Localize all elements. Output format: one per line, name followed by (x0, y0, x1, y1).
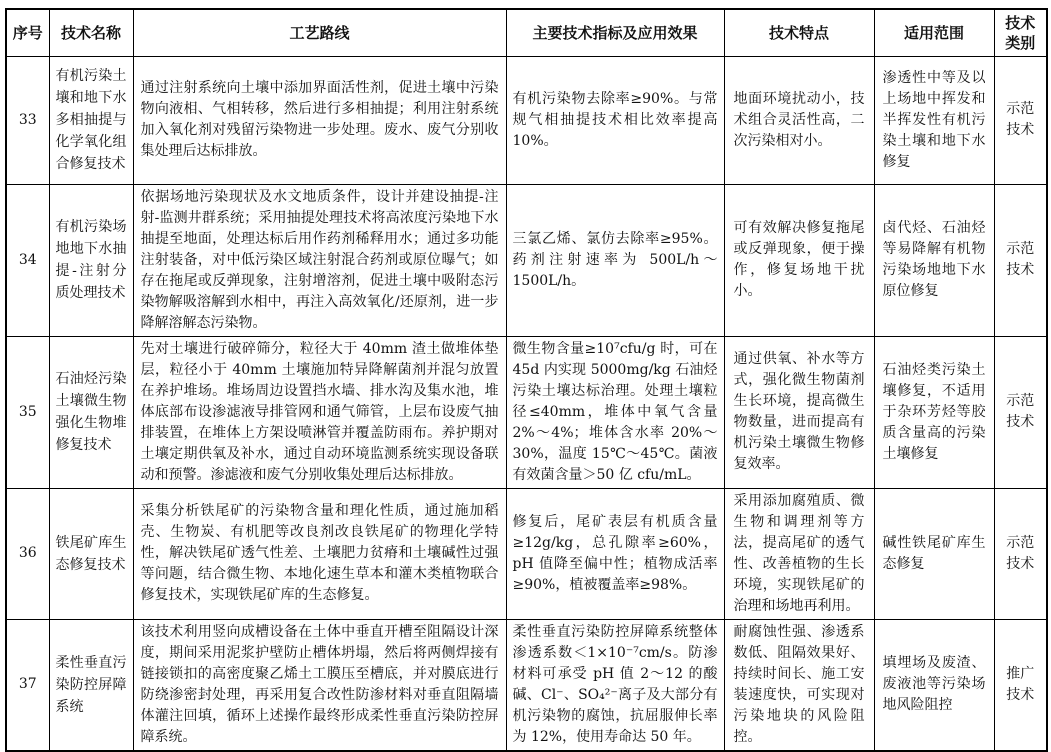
row-number: 34 (6, 184, 49, 336)
technology-category: 示范技术 (994, 56, 1047, 184)
table-row (6, 56, 1047, 184)
technical-features: 地面环境扰动小，技术组合灵活性高，二次污染相对小。 (724, 56, 874, 184)
header-no: 序号 (6, 9, 49, 56)
table-body (6, 56, 1047, 751)
process-route: 该技术利用竖向成槽设备在土体中垂直开槽至阻隔设计深度，期间采用泥浆护壁防止槽体坍塌，然后将两侧焊接有链接锁扣的高密度聚乙烯土工膜压至槽底，并对膜底进行防绕渗密封处理，再采用复合改性防渗材料对垂直阻隔墙体灌注回填，循环上述操作最终形成柔性垂直污染防控屏障系统。 (133, 619, 506, 751)
process-route: 采集分析铁尾矿的污染物含量和理化性质，通过施加稻壳、生物炭、有机肥等改良剂改良铁尾矿的物理化学特性，解决铁尾矿透气性差、土壤肥力贫瘠和土壤碱性过强等问题，结合微生物、本地化速生草本和灌木类植物联合修复技术，实现铁尾矿库的生态修复。 (133, 488, 506, 619)
process-route: 先对土壤进行破碎筛分，粒径大于 40mm 渣土做堆体垫层，粒径小于 40mm 土壤施加特异降解菌剂并混匀放置在养护堆场。堆场周边设置挡水墙、排水沟及集水池，堆体底部布设渗滤液导排管网和通气筛管，上层布设废气抽排装置，在堆体上方架设喷淋管并覆盖防雨布。养护期对土壤定期供氧及补水，通过自动环境监测系统实现设备联动和预警。渗滤液和废气分别收集处理后达标排放。 (133, 336, 506, 488)
technical-indicators: 修复后，尾矿表层有机质含量≥12g/kg，总孔隙率≥60%，pH 值降至偏中性；植物成活率≥90%，植被覆盖率≥98%。 (506, 488, 724, 619)
technology-name: 有机污染土壤和地下水多相抽提与化学氧化组合修复技术 (49, 56, 133, 184)
header-scope: 适用范围 (874, 9, 994, 56)
table-row (6, 336, 1047, 488)
header-name: 技术名称 (49, 9, 133, 56)
technical-indicators: 有机污染物去除率≥90%。与常规气相抽提技术相比效率提高 10%。 (506, 56, 724, 184)
technology-name: 柔性垂直污染防控屏障系统 (49, 619, 133, 751)
technology-category: 示范技术 (994, 336, 1047, 488)
table-header (6, 9, 1047, 56)
applicable-scope: 填埋场及废渣、废液池等污染场地风险阻控 (874, 619, 994, 751)
technical-features: 采用添加腐殖质、微生物和调理剂等方法，提高尾矿的透气性、改善植物的生长环境，实现铁尾矿的治理和场地再利用。 (724, 488, 874, 619)
technical-indicators: 三氯乙烯、氯仿去除率≥95%。药剂注射速率为 500L/h～1500L/h。 (506, 184, 724, 336)
header-features: 技术特点 (724, 9, 874, 56)
process-route: 依据场地污染现状及水文地质条件，设计并建设抽提-注射-监测井群系统；采用抽提处理技术将高浓度污染地下水抽提至地面，处理达标后用作药剂稀释用水；通过多功能注射装备，对中低污染区域注射混合药剂或原位曝气；如存在拖尾或反弹现象，注射增溶剂，促进土壤中吸附态污染物解吸溶解到水相中，再注入高效氧化/还原剂，进一步降解溶解态污染物。 (133, 184, 506, 336)
technology-category: 推广技术 (994, 619, 1047, 751)
row-number: 37 (6, 619, 49, 751)
technology-name: 有机污染场地地下水抽提-注射分质处理技术 (49, 184, 133, 336)
applicable-scope: 卤代烃、石油烃等易降解有机物污染场地地下水原位修复 (874, 184, 994, 336)
row-number: 35 (6, 336, 49, 488)
row-number: 33 (6, 56, 49, 184)
technical-features: 通过供氧、补水等方式，强化微生物菌剂生长环境，提高微生物数量，进而提高有机污染土壤微生物修复效率。 (724, 336, 874, 488)
technical-features: 可有效解决修复拖尾或反弹现象，便于操作，修复场地干扰小。 (724, 184, 874, 336)
technology-category: 示范技术 (994, 488, 1047, 619)
remediation-technology-table (5, 8, 1048, 752)
technology-category: 示范技术 (994, 184, 1047, 336)
applicable-scope: 碱性铁尾矿库生态修复 (874, 488, 994, 619)
process-route: 通过注射系统向土壤中添加界面活性剂，促进土壤中污染物向液相、气相转移，然后进行多相抽提；利用注射系统加入氧化剂对残留污染物进一步处理。废水、废气分别收集处理后达标排放。 (133, 56, 506, 184)
row-number: 36 (6, 488, 49, 619)
table-row (6, 184, 1047, 336)
technical-features: 耐腐蚀性强、渗透系数低、阻隔效果好、持续时间长、施工安装速度快，可实现对污染地块的风险阻控。 (724, 619, 874, 751)
technical-indicators: 微生物含量≥10⁷cfu/g 时，可在 45d 内实现 5000mg/kg 石油烃污染土壤达标治理。处理土壤粒径≤40mm，堆体中氧气含量 2%～4%；堆体含水率 20%～30%，温度 15℃～45℃。菌液有效菌含量＞50 亿 cfu/mL。 (506, 336, 724, 488)
technology-name: 铁尾矿库生态修复技术 (49, 488, 133, 619)
table-row (6, 488, 1047, 619)
header-row (6, 9, 1047, 56)
table-row (6, 619, 1047, 751)
technical-indicators: 柔性垂直污染防控屏障系统整体渗透系数＜1×10⁻⁷cm/s。防渗材料可承受 pH 值 2～12 的酸碱、Cl⁻、SO₄²⁻离子及大部分有机污染物的腐蚀，抗屈服伸长率为 12%，使用寿命达 50 年。 (506, 619, 724, 751)
applicable-scope: 渗透性中等及以上场地中挥发和半挥发性有机污染土壤和地下水修复 (874, 56, 994, 184)
header-indicators: 主要技术指标及应用效果 (506, 9, 724, 56)
technology-name: 石油烃污染土壤微生物强化生物堆修复技术 (49, 336, 133, 488)
header-process: 工艺路线 (133, 9, 506, 56)
header-category: 技术类别 (994, 9, 1047, 56)
applicable-scope: 石油烃类污染土壤修复，不适用于杂环芳烃等胶质含量高的污染土壤修复 (874, 336, 994, 488)
